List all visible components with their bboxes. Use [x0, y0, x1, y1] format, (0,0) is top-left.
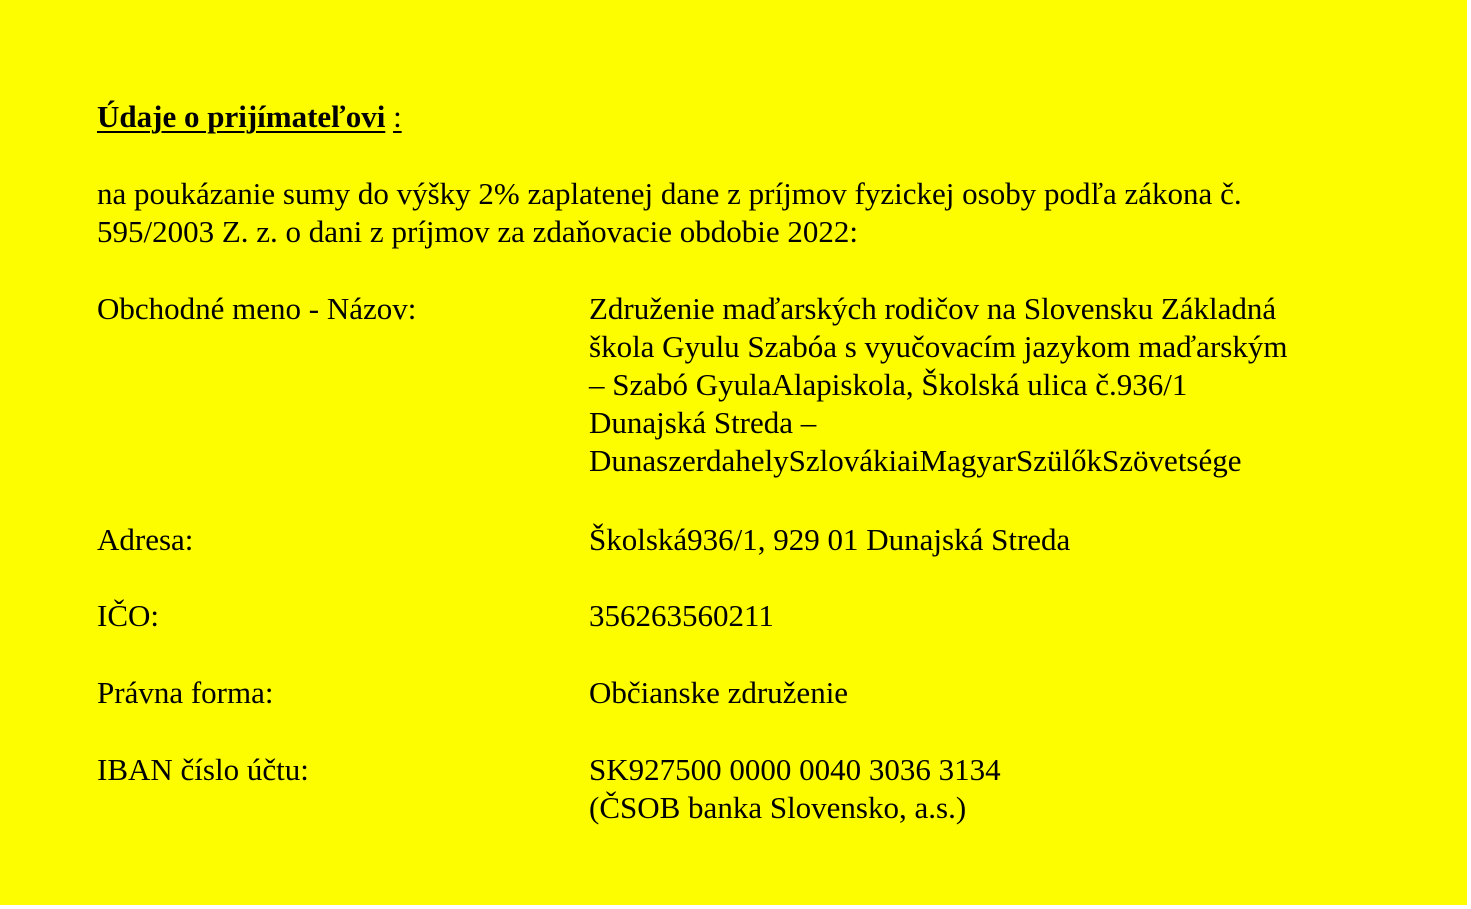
legal-form-label: Právna forma:: [97, 675, 274, 710]
intro-line: na poukázanie sumy do výšky 2% zaplatenej dane z príjmov fyzickej osoby podľa zákona č.: [97, 176, 1242, 211]
name-line: Združenie maďarských rodičov na Slovensku Základná: [589, 291, 1277, 326]
name-line: DunaszerdahelySzlovákiaiMagyarSzülőkSzövetsége: [589, 443, 1242, 478]
ico-label: IČO:: [97, 598, 159, 633]
name-value: [589, 290, 1287, 480]
address-label: Adresa:: [97, 522, 194, 557]
bank-name: (ČSOB banka Slovensko, a.s.): [589, 790, 967, 825]
page-title: [97, 98, 402, 136]
ico-value: 356263560211: [589, 598, 774, 633]
name-label: Obchodné meno - Názov:: [97, 291, 417, 326]
intro-line: 595/2003 Z. z. o dani z príjmov za zdaňovacie obdobie 2022:: [97, 214, 859, 249]
iban-number: SK927500 0000 0040 3036 3134: [589, 752, 1001, 787]
name-line: škola Gyulu Szabóa s vyučovacím jazykom maďarským: [589, 329, 1288, 364]
heading-colon: :: [393, 99, 402, 134]
intro-paragraph: [97, 175, 1347, 251]
iban-value: [589, 751, 1001, 827]
legal-form-value: Občianske združenie: [589, 675, 849, 710]
iban-label: IBAN číslo účtu:: [97, 752, 309, 787]
address-value: Školská936/1, 929 01 Dunajská Streda: [589, 522, 1071, 557]
heading-text: Údaje o prijímateľovi: [97, 99, 386, 134]
name-line: Dunajská Streda –: [589, 405, 817, 440]
name-line: – Szabó GyulaAlapiskola, Školská ulica č.936/1: [589, 367, 1188, 402]
